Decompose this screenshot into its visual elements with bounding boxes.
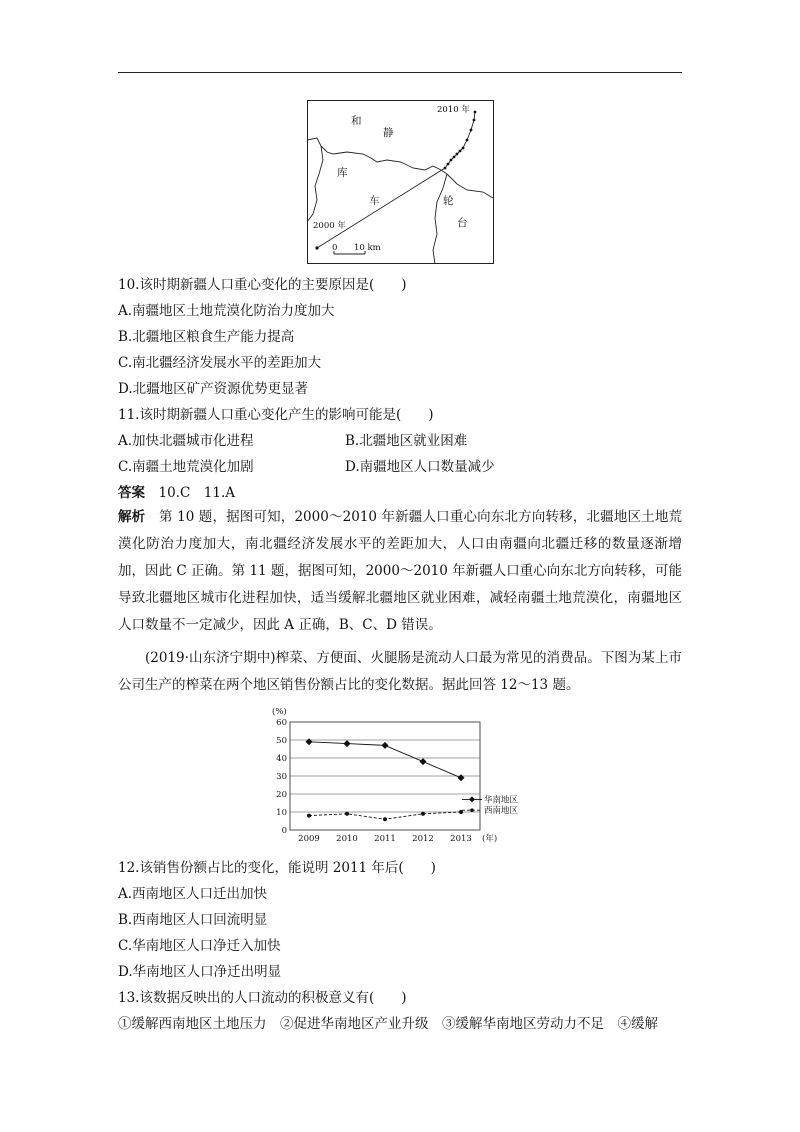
header-rule [118, 72, 682, 73]
map-scale-km: 10 km [354, 243, 381, 253]
data-point [306, 738, 313, 745]
data-point [420, 758, 427, 765]
data-point [421, 812, 425, 816]
legend-label-0: 华南地区 [484, 795, 519, 806]
q10-stem: 10.该时期新疆人口重心变化的主要原因是( ) [118, 277, 407, 293]
x-tick-label: 2013 [450, 834, 472, 844]
q12-option-a: A.西南地区人口迁出加快 [118, 886, 268, 902]
y-tick-label: 60 [276, 718, 287, 728]
legend-marker-1 [470, 808, 474, 812]
q10-option-b: B.北疆地区粮食生产能力提高 [118, 329, 295, 345]
answer-text: 10.C 11.A [158, 485, 236, 501]
y-tick-label: 30 [276, 772, 287, 782]
data-point [344, 740, 351, 747]
q11-option-a: A.加快北疆城市化进程 [118, 433, 254, 449]
x-tick-label: 2012 [412, 834, 434, 844]
data-point [345, 812, 349, 816]
map-label-lun: 轮 [443, 195, 454, 207]
q11-option-b: B.北疆地区就业困难 [345, 433, 468, 449]
analysis-text: 第 10 题，据图可知，2000～2010 年新疆人口重心向东北方向转移，北疆地区土地荒漠化防治力度加大，南北疆经济发展水平的差距加大，人口由南疆向北疆迁移的数量逐渐增加，因此 C 正确。第 11 题，据图可知，2000～2010 年新疆人口重心向东北方向转移，可能导致北疆地区城市化进程加快，适当缓解北疆地区就业困难，减轻南疆土地荒漠化，南疆地区人口数量不一定减少，因此 A 正确，B、C、D 错误。 [118, 509, 683, 633]
map-label-ku: 库 [337, 167, 348, 179]
data-point [383, 817, 387, 821]
y-tick-label: 0 [281, 826, 287, 836]
legend-label-1: 西南地区 [484, 806, 519, 817]
y-tick-label: 10 [276, 808, 287, 818]
answer-line [118, 483, 235, 503]
analysis-paragraph [118, 504, 682, 639]
q12-stem: 12.该销售份额占比的变化，能说明 2011 年后( ) [118, 860, 436, 876]
q12-option-b: B.西南地区人口回流明显 [118, 912, 268, 928]
map-label-2000: 2000 年 [313, 221, 346, 231]
x-tick-label: 2011 [374, 834, 396, 844]
q12-option-c: C.华南地区人口净迁入加快 [118, 938, 281, 954]
intro-paragraph: (2019·山东济宁期中)榨菜、方便面、火腿肠是流动人口最为常见的消费品。下图为某上市公司生产的榨菜在两个地区销售份额占比的变化数据。据此回答 12～13 题。 [118, 650, 682, 693]
y-axis-unit: (%) [272, 707, 287, 717]
map-label-tai: 台 [457, 217, 468, 229]
q12-option-d: D.华南地区人口净迁出明显 [118, 964, 282, 980]
q10-option-a: A.南疆地区土地荒漠化防治力度加大 [118, 303, 335, 319]
map-frame [308, 101, 494, 264]
q10-option-c: C.南北疆经济发展水平的差距加大 [118, 355, 322, 371]
legend-marker-0 [469, 796, 475, 802]
data-point [382, 742, 389, 749]
map-label-che: 车 [369, 195, 380, 207]
q13-items: ①缓解西南地区土地压力 ②促进华南地区产业升级 ③缓解华南地区劳动力不足 ④缓解 [118, 1016, 658, 1032]
y-tick-label: 50 [276, 736, 287, 746]
population-center-map [307, 100, 494, 264]
q11-option-c: C.南疆土地荒漠化加剧 [118, 459, 254, 475]
y-tick-label: 40 [276, 754, 287, 764]
q10-option-d: D.北疆地区矿产资源优势更显著 [118, 381, 309, 397]
map-label-2010: 2010 年 [437, 105, 470, 115]
data-point [458, 774, 465, 781]
x-tick-label: 2009 [298, 834, 320, 844]
q11-stem: 11.该时期新疆人口重心变化产生的影响可能是( ) [118, 407, 434, 423]
analysis-label: 解析 [118, 509, 146, 525]
map-label-he: 和 [351, 115, 362, 127]
q11-option-d: D.南疆地区人口数量减少 [345, 459, 495, 475]
map-label-jing: 静 [383, 127, 394, 139]
sales-share-line-chart [268, 702, 548, 852]
map-scale-zero: 0 [332, 243, 338, 253]
x-tick-label: 2010 [336, 834, 358, 844]
y-tick-label: 20 [276, 790, 287, 800]
q13-stem: 13.该数据反映出的人口流动的积极意义有( ) [118, 990, 407, 1006]
answer-label: 答案 [118, 485, 145, 501]
x-axis-unit: (年) [482, 834, 498, 844]
data-point [307, 814, 311, 818]
